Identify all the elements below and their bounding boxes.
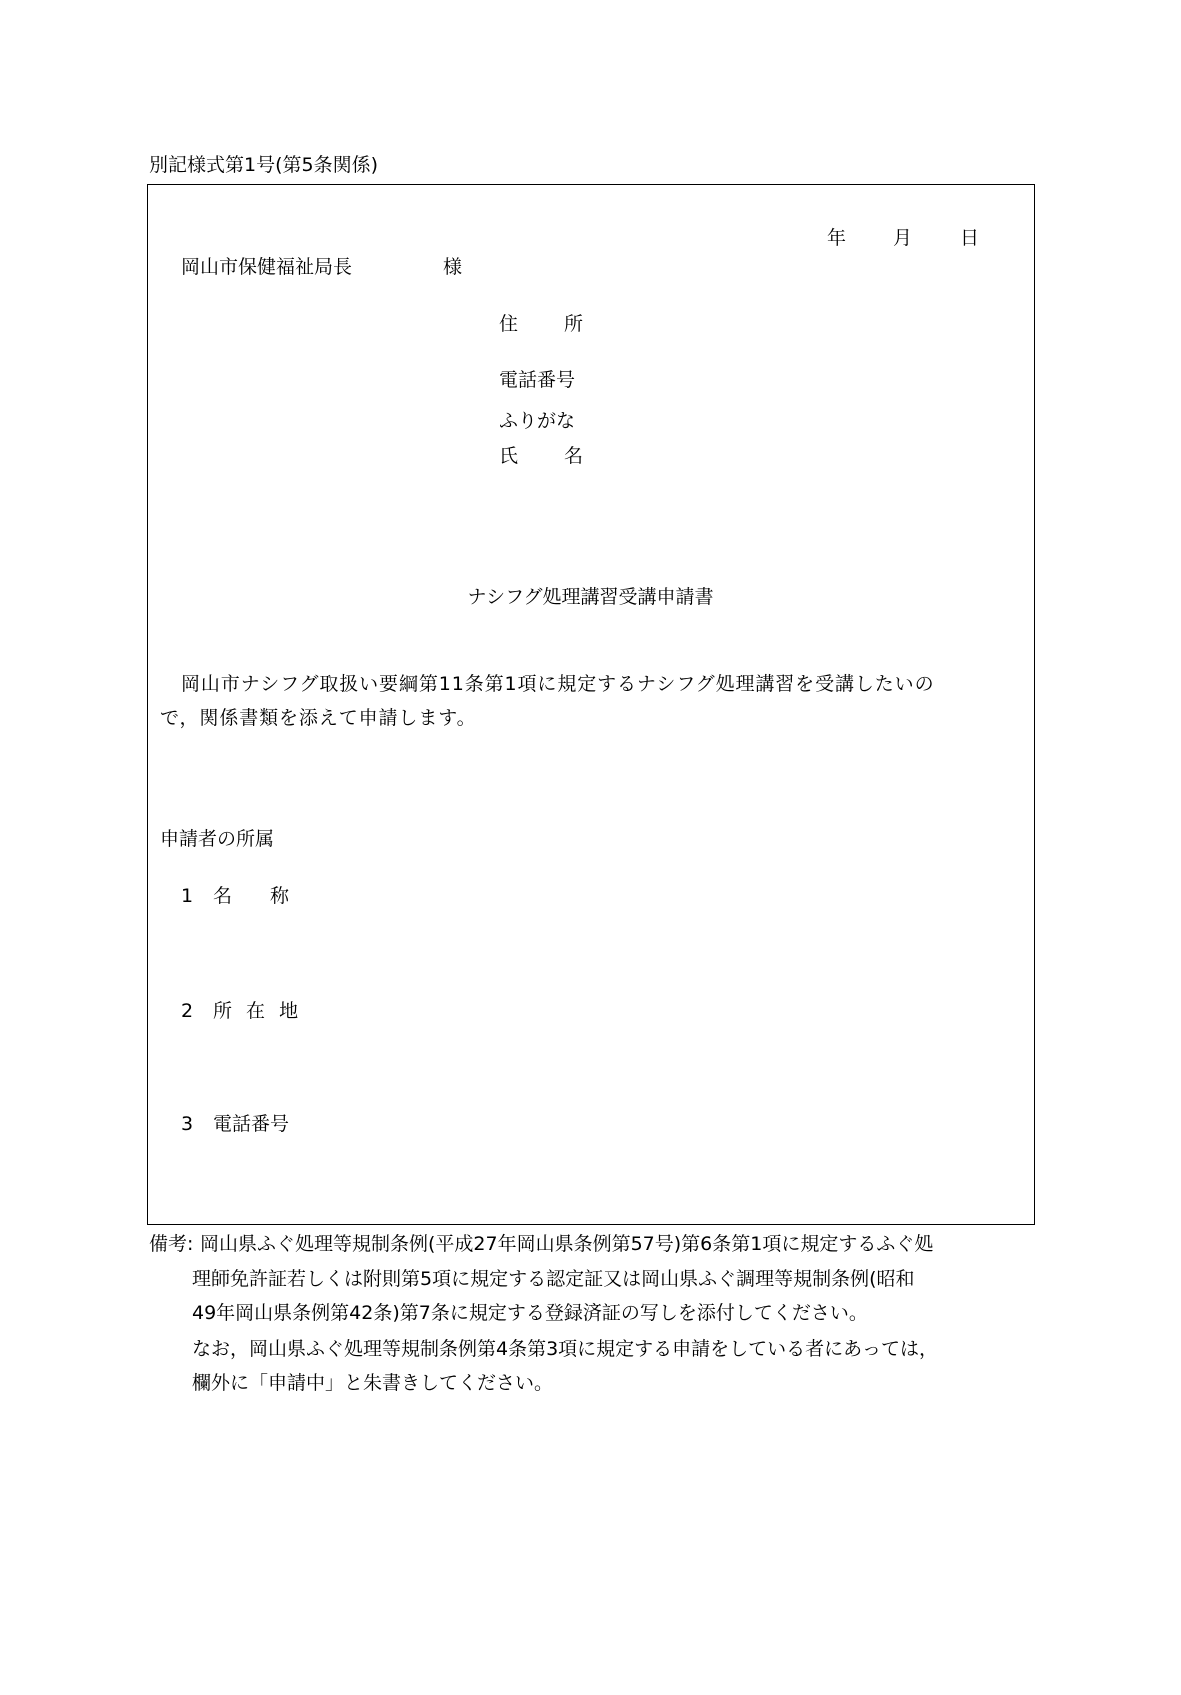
- form-frame: [147, 184, 1035, 1225]
- affiliation-num-3: 3: [181, 1113, 194, 1135]
- notes-line-3: 49年岡山県条例第42条)第7条に規定する登録済証の写しを添付してください。: [192, 1302, 868, 1324]
- affiliation-label-location: 所 在 地: [213, 1000, 303, 1022]
- furigana-label: ふりがな: [499, 410, 576, 432]
- form-id: 別記様式第1号(第5条関係): [149, 154, 379, 176]
- body-line-1: 岡山市ナシフグ取扱い要綱第11条第1項に規定するナシフグ処理講習を受講したいの: [181, 673, 935, 695]
- date-year: 年: [827, 227, 847, 249]
- address-label-a: 住: [499, 313, 519, 335]
- affiliation-label-name: 名 称: [213, 885, 290, 907]
- date-day: 日: [960, 227, 980, 249]
- document-title: ナシフグ処理講習受講申請書: [467, 586, 714, 608]
- addressee-name: 岡山市保健福祉局長: [181, 256, 353, 278]
- body-line-2: で，関係書類を添えて申請します。: [160, 707, 477, 729]
- name-label-a: 氏: [499, 445, 519, 467]
- date-month: 月: [893, 227, 913, 249]
- affiliation-num-2: 2: [181, 1000, 194, 1022]
- address-label-b: 所: [564, 313, 584, 335]
- notes-line-2: 理師免許証若しくは附則第5項に規定する認定証又は岡山県ふぐ調理等規制条例(昭和: [192, 1268, 915, 1290]
- notes-prefix: 備考:: [149, 1233, 194, 1255]
- phone-label: 電話番号: [499, 369, 576, 391]
- affiliation-num-1: 1: [181, 885, 194, 907]
- notes-line-4: なお，岡山県ふぐ処理等規制条例第4条第3項に規定する申請をしている者にあっては，: [192, 1338, 938, 1360]
- name-label-b: 名: [564, 445, 584, 467]
- affiliation-label-phone: 電話番号: [213, 1113, 290, 1135]
- affiliation-heading: 申請者の所属: [160, 828, 275, 850]
- addressee-honorific: 様: [443, 256, 463, 278]
- notes-line-5: 欄外に「申請中」と朱書きしてください。: [192, 1372, 554, 1394]
- notes-line-1: 岡山県ふぐ処理等規制条例(平成27年岡山県条例第57号)第6条第1項に規定するふぐ処: [200, 1233, 934, 1255]
